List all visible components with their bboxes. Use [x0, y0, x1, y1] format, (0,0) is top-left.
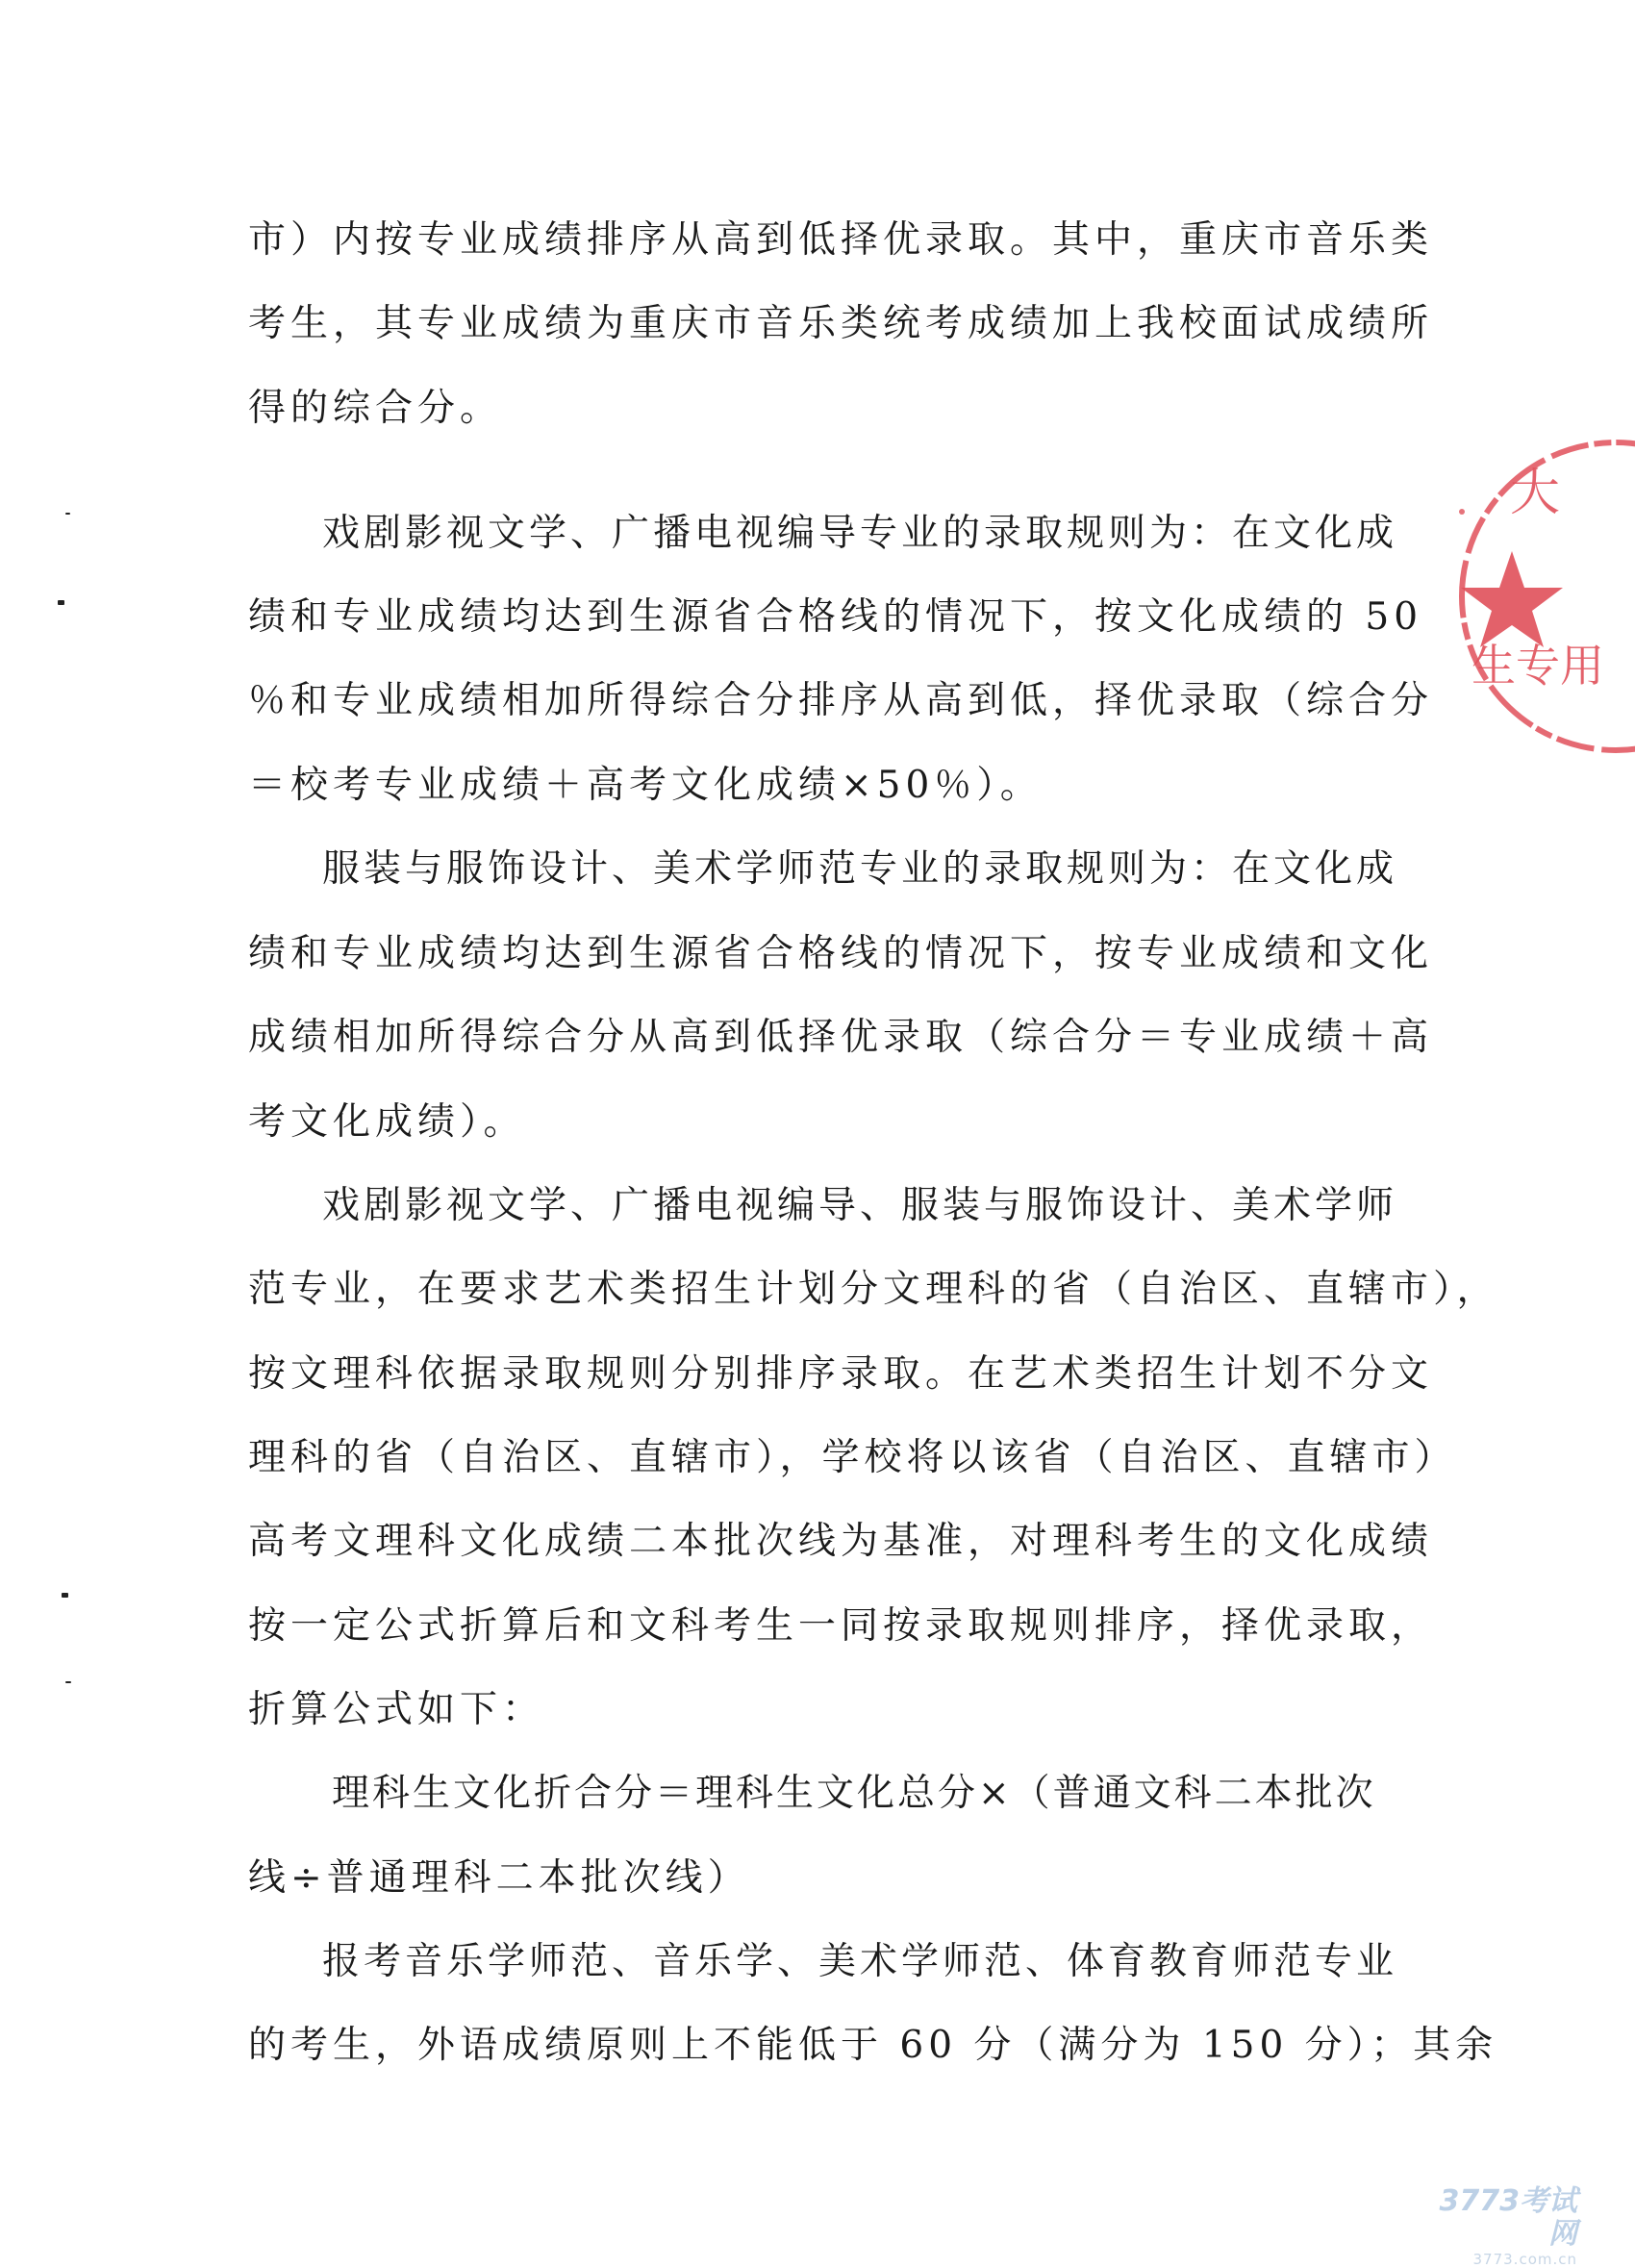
text-line: 折算公式如下：	[248, 1688, 545, 1731]
text-line: ％和专业成绩相加所得综合分排序从高到低，择优录取（综合分	[248, 679, 1434, 722]
text-line: 的考生，外语成绩原则上不能低于 60 分（满分为 150 分）；其余	[248, 2024, 1498, 2067]
seal-bottom-text: 生专用	[1472, 640, 1604, 692]
text-line: 高考文理科文化成绩二本批次线为基准，对理科考生的文化成绩	[248, 1520, 1434, 1563]
text-line: 得的综合分。	[248, 387, 503, 430]
watermark-sub: 3773.com.cn	[1472, 2251, 1577, 2268]
text-line: 理科生文化折合分＝理科生文化总分×（普通文科二本批次	[332, 1772, 1376, 1815]
text-line: 服装与服饰设计、美术学师范专业的录取规则为：在文化成	[322, 847, 1398, 891]
seal-graphic	[1452, 438, 1635, 755]
watermark-main: 3773考试网	[1439, 2184, 1577, 2251]
text-line: 按文理科依据录取规则分别排序录取。在艺术类招生计划不分文	[248, 1352, 1434, 1396]
official-seal	[1452, 438, 1635, 755]
seal-dot	[1459, 509, 1465, 515]
text-line: 考生，其专业成绩为重庆市音乐类统考成绩加上我校面试成绩所	[248, 302, 1434, 345]
star-icon	[1461, 551, 1563, 647]
scan-speck	[65, 1681, 71, 1683]
scan-speck	[58, 600, 64, 605]
text-line: 市）内按专业成绩排序从高到低择优录取。其中，重庆市音乐类	[248, 218, 1434, 262]
scan-speck	[62, 1593, 68, 1598]
text-line: 戏剧影视文学、广播电视编导专业的录取规则为：在文化成	[322, 512, 1398, 555]
text-line: 成绩相加所得综合分从高到低择优录取（综合分＝专业成绩＋高	[248, 1016, 1434, 1059]
text-line: 范专业，在要求艺术类招生计划分文理科的省（自治区、直辖市），	[248, 1268, 1499, 1311]
text-line: 考文化成绩）。	[248, 1100, 526, 1144]
text-line: 线÷普通理科二本批次线）	[248, 1856, 750, 1900]
text-line: 绩和专业成绩均达到生源省合格线的情况下，按文化成绩的 50	[248, 595, 1423, 639]
text-line: 报考音乐学师范、音乐学、美术学师范、体育教育师范专业	[322, 1940, 1398, 1983]
site-watermark	[1423, 2184, 1577, 2268]
seal-top-text: 大	[1510, 465, 1561, 522]
text-line: 绩和专业成绩均达到生源省合格线的情况下，按专业成绩和文化	[248, 932, 1434, 975]
text-line: 按一定公式折算后和文科考生一同按录取规则排序，择优录取，	[248, 1604, 1434, 1648]
text-line: ＝校考专业成绩＋高考文化成绩×50％）。	[248, 764, 1043, 807]
text-line: 理科的省（自治区、直辖市），学校将以该省（自治区、直辖市）	[248, 1436, 1457, 1479]
text-line: 戏剧影视文学、广播电视编导、服装与服饰设计、美术学师	[322, 1184, 1398, 1227]
scan-speck	[65, 513, 70, 515]
